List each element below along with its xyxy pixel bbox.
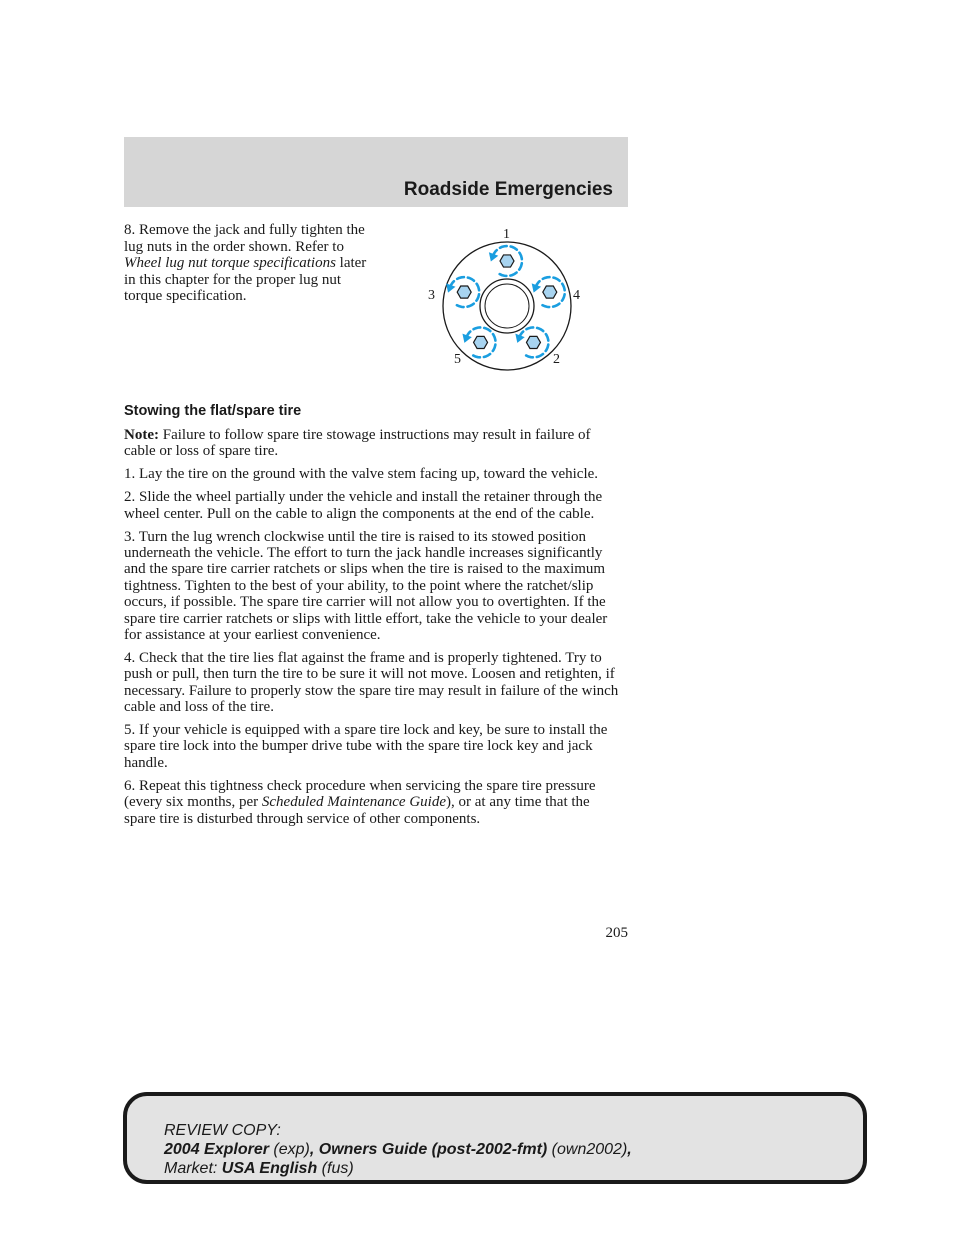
order-label-5: 5 xyxy=(454,352,461,367)
footer-model: 2004 Explorer xyxy=(164,1141,269,1158)
maintenance-guide-reference: Scheduled Maintenance Guide xyxy=(261,794,446,811)
hex-nut xyxy=(526,336,540,348)
torque-spec-reference: Wheel lug nut torque specifications xyxy=(124,255,336,271)
review-footer xyxy=(123,1092,867,1184)
page-number: 205 xyxy=(605,925,628,941)
step-6-text: 6. Repeat this tightness check procedure when servicing the spare tire pressure (every six months, per xyxy=(124,777,596,811)
footer-guide: Owners Guide (post-2002-fmt) xyxy=(318,1141,548,1158)
lug-nut-order-diagram xyxy=(420,222,590,372)
stowing-heading: Stowing the flat/spare tire xyxy=(124,403,302,419)
footer-text xyxy=(164,1121,632,1178)
step-5: 5. If your vehicle is equipped with a spare tire lock and key, be sure to install the spare tire lock into the bumper drive tube with the spare tire lock key and jack handle. xyxy=(124,722,608,771)
order-label-4: 4 xyxy=(573,288,580,303)
hex-nut xyxy=(474,336,488,348)
hex-nut xyxy=(543,286,557,298)
footer-market: USA English xyxy=(221,1160,318,1177)
section-header-band xyxy=(124,137,628,207)
step-8-text-end: later in this chapter for the proper lug nut torque specification. xyxy=(124,255,367,304)
note-text: Failure to follow spare tire stowage instructions may result in failure of cable or loss of spare tire. xyxy=(124,427,591,460)
footer-guide-code: (own2002) xyxy=(547,1141,628,1158)
footer-market-code: (fus) xyxy=(317,1160,354,1177)
footer-market-label: Market: xyxy=(164,1160,222,1177)
wheel-hub-inner xyxy=(485,284,529,328)
footer-line-3 xyxy=(164,1159,632,1178)
hex-nut xyxy=(500,255,514,267)
step-6 xyxy=(124,778,624,827)
step-8-paragraph xyxy=(124,222,376,305)
footer-line-2 xyxy=(164,1140,632,1159)
footer-separator-2: , xyxy=(627,1141,632,1158)
section-title: Roadside Emergencies xyxy=(403,179,613,200)
note-label: Note: xyxy=(124,427,159,443)
review-copy-label: REVIEW COPY: xyxy=(164,1122,281,1139)
stowing-instructions xyxy=(124,427,624,833)
order-label-1: 1 xyxy=(503,227,510,242)
step-4: 4. Check that the tire lies flat against the frame and is properly tightened. Try to push or pull, then turn the tire to be sure it will not move. Loosen and retighten, if necessary. Failure to properly stow the spare tire may result in failure of the winch cable and loss of the tire. xyxy=(124,649,619,716)
order-label-2: 2 xyxy=(553,352,560,367)
footer-separator-1: , xyxy=(309,1141,319,1158)
note-paragraph xyxy=(124,427,624,460)
hex-nut xyxy=(457,286,471,298)
footer-model-code: (exp) xyxy=(268,1141,310,1158)
step-1: 1. Lay the tire on the ground with the valve stem facing up, toward the vehicle. xyxy=(124,466,599,483)
step-8-text: 8. Remove the jack and fully tighten the lug nuts in the order shown. Refer to xyxy=(124,222,365,255)
step-2: 2. Slide the wheel partially under the vehicle and install the retainer through the wheel center. Pull on the cable to align the components at the end of the cable. xyxy=(124,489,603,522)
order-label-3: 3 xyxy=(428,288,435,303)
step-3: 3. Turn the lug wrench clockwise until the tire is raised to its stowed position underneath the vehicle. The effort to turn the jack handle increases significantly and the spare tire carrier ratchets or slips when the tire is raised to the maximum tightness. Tighten to the best of your ability, to the point where the ratchet/slip occurs, if possible. The spare tire carrier will not allow you to overtighten. If the spare tire carrier ratchets or slips with little effort, take the vehicle to your dealer for assistance at your earliest convenience. xyxy=(124,528,608,643)
step-6-text-end: ), or at any time that the spare tire is disturbed through service of other components. xyxy=(124,794,590,827)
